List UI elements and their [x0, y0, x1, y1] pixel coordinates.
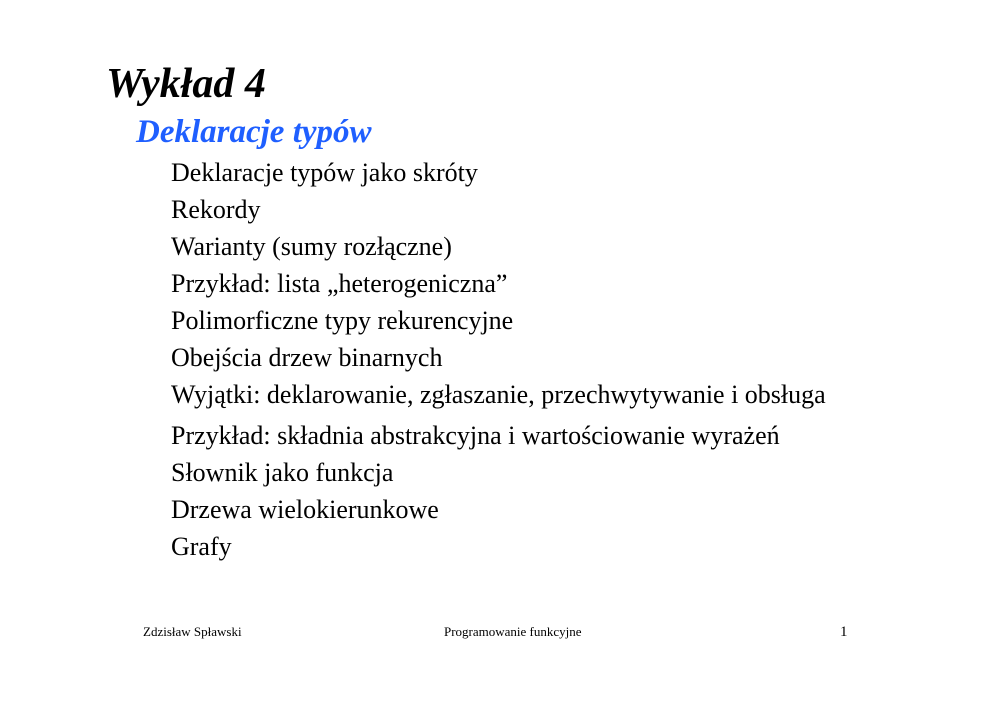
topic-item: Polimorficzne typy rekurencyjne	[171, 306, 514, 335]
topic-item: Grafy	[171, 532, 232, 561]
topic-list	[171, 157, 871, 568]
topic-item: Przykład: lista „heterogeniczna”	[171, 269, 508, 298]
slide-title: Wykład 4	[106, 61, 266, 107]
footer-author: Zdzisław Spławski	[143, 624, 242, 639]
topic-item: Deklaracje typów jako skróty	[171, 158, 478, 187]
footer-course-name: Programowanie funkcyjne	[444, 624, 582, 639]
topic-item: Wyjątki: deklarowanie, zgłaszanie, przechwytywanie i obsługa	[171, 380, 826, 409]
topic-item: Warianty (sumy rozłączne)	[171, 232, 452, 261]
topic-item: Przykład: składnia abstrakcyjna i wartościowanie wyrażeń	[171, 421, 780, 450]
topic-item: Obejścia drzew binarnych	[171, 343, 443, 372]
topic-item: Drzewa wielokierunkowe	[171, 495, 439, 524]
slide-subtitle: Deklaracje typów	[136, 114, 372, 150]
topic-item: Rekordy	[171, 195, 261, 224]
topic-item: Słownik jako funkcja	[171, 458, 394, 487]
page-number: 1	[840, 624, 848, 640]
